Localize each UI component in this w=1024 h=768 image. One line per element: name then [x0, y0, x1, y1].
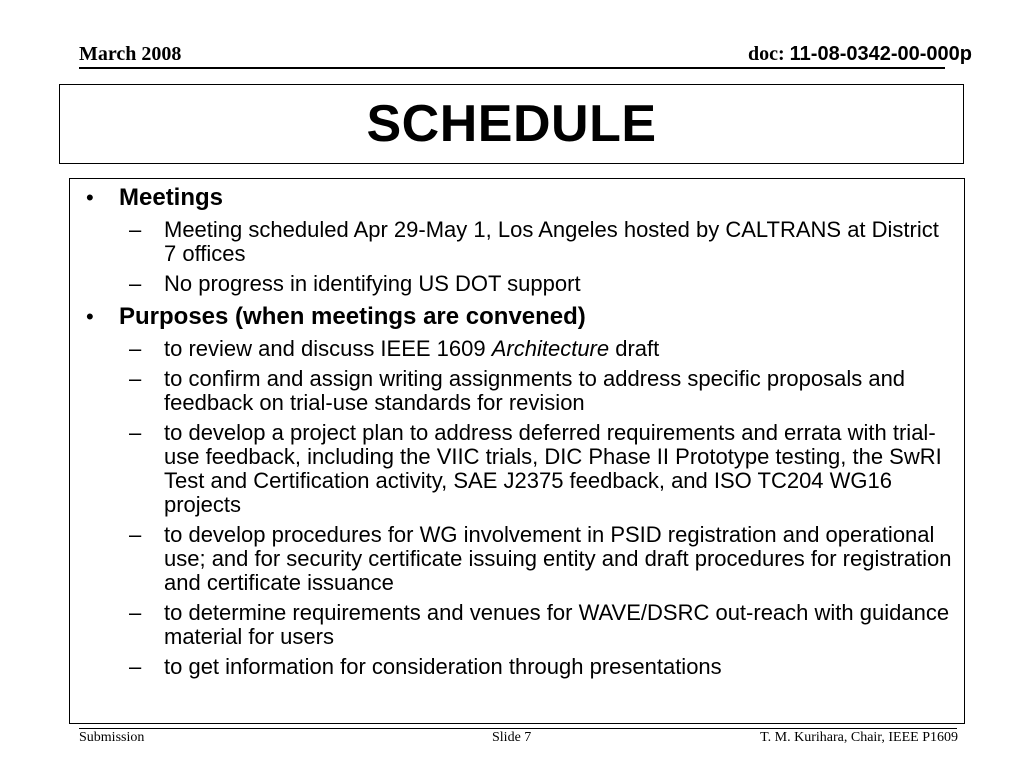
dash-marker: – [129, 522, 142, 547]
dash-marker: – [129, 600, 142, 625]
title-box [59, 84, 964, 164]
dash-marker: – [129, 420, 142, 445]
list-item-text: No progress in identifying US DOT support [164, 271, 581, 296]
list-item [119, 421, 954, 517]
sub-list [119, 218, 954, 296]
content-box [69, 178, 965, 724]
list-item [119, 367, 954, 415]
sub-list [119, 337, 954, 679]
list-item-text: to determine requirements and venues for WAVE/DSRC out-reach with guidance material for users [164, 600, 950, 649]
header-doc-label: doc: [747, 43, 790, 65]
list-item [119, 655, 954, 679]
header-doc-id [748, 42, 972, 66]
list-item-text: to confirm and assign writing assignments to address specific proposals and feedback on trial-use standards for revision [164, 366, 906, 415]
list-item-italic-text: Architecture [491, 336, 610, 361]
list-item-text: Meeting scheduled Apr 29-May 1, Los Angeles hosted by CALTRANS at District 7 offices [164, 217, 939, 266]
dash-marker: – [129, 271, 142, 296]
section-heading: Meetings [119, 184, 224, 211]
section-meetings [86, 183, 954, 296]
footer-submission: Submission [79, 730, 145, 745]
slide-title: SCHEDULE [366, 95, 657, 153]
list-item [119, 601, 954, 649]
dash-marker: – [129, 366, 142, 391]
list-item [119, 337, 954, 361]
list-item-text: draft [609, 336, 660, 361]
section-purposes [86, 302, 954, 679]
section-heading: Purposes (when meetings are convened) [119, 303, 586, 330]
dash-marker: – [129, 217, 142, 242]
footer-slide-number: Slide 7 [492, 730, 532, 745]
list-item [119, 523, 954, 595]
dash-marker: – [129, 654, 142, 679]
footer-author: T. M. Kurihara, Chair, IEEE P1609 [760, 730, 958, 745]
header-date: March 2008 [79, 43, 182, 65]
header-divider [79, 67, 945, 69]
bullet-marker: • [86, 185, 94, 210]
bullet-list [86, 183, 954, 685]
header-doc-number: 11-08-0342-00-000p [789, 43, 972, 65]
dash-marker: – [129, 336, 142, 361]
list-item [119, 218, 954, 266]
list-item-text: to review and discuss IEEE 1609 [164, 336, 492, 361]
list-item-text: to get information for consideration through presentations [164, 654, 722, 679]
list-item-text: to develop procedures for WG involvement in PSID registration and operational use; and for security certificate issuing entity and draft procedures for registration and certificate issuance [164, 522, 952, 595]
list-item [119, 272, 954, 296]
list-item-text: to develop a project plan to address deferred requirements and errata with trial-use feedback, including the VIIC trials, DIC Phase II Prototype testing, the SwRI Test and Certification activity, SAE J2375 feedback, and ISO TC204 WG16 projects [164, 420, 942, 517]
bullet-marker: • [86, 304, 94, 329]
